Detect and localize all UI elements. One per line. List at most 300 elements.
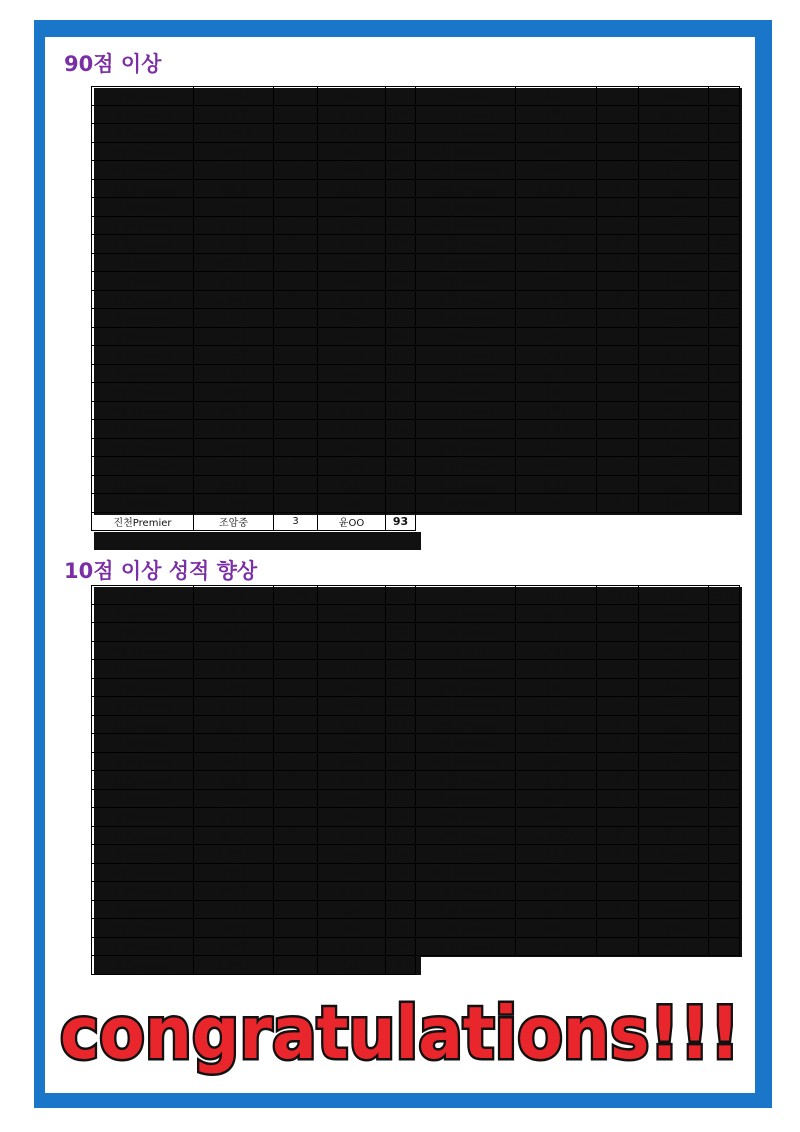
table-row <box>92 512 740 531</box>
school-cell: 월암중 <box>194 383 274 402</box>
name-header: 이름 <box>318 586 386 605</box>
table-row <box>92 697 740 716</box>
table-row <box>92 457 740 476</box>
branch-cell: 진천Premier <box>92 678 194 697</box>
name-cell: 박OO <box>318 919 386 938</box>
name-cell: 박OO <box>639 752 709 771</box>
name-cell: 김OO <box>639 771 709 790</box>
name-cell: 조OO <box>639 457 709 476</box>
score-cell: 90 <box>709 475 740 494</box>
name-cell: 조OO <box>318 401 386 420</box>
grade-cell: 3 <box>274 826 318 845</box>
grade-cell: 3 <box>274 87 318 106</box>
branch-cell: 신월성Premier <box>92 401 194 420</box>
name-cell: 이OO <box>318 420 386 439</box>
score-cell: 16 <box>386 789 416 808</box>
score-cell: 93 <box>386 364 416 383</box>
name-cell: 한OO <box>639 475 709 494</box>
table-row <box>92 124 740 143</box>
score-cell: 23 <box>386 678 416 697</box>
branch-cell: 상인Premier <box>92 826 194 845</box>
score-cell: 90 <box>709 438 740 457</box>
school-cell: 조암중 <box>194 494 274 513</box>
branch-cell: 신월성Premier <box>416 734 516 753</box>
name-cell: 이OO <box>639 142 709 161</box>
branch-cell: 진천Premier <box>92 512 194 531</box>
table-row <box>92 142 740 161</box>
score-cell: 94 <box>386 161 416 180</box>
grade-cell: 3 <box>597 105 639 124</box>
table-row <box>92 401 740 420</box>
school-cell: 월배중 <box>516 364 597 383</box>
score-cell: 92 <box>709 161 740 180</box>
empty-cell <box>416 512 516 531</box>
score-cell: 11 <box>709 752 740 771</box>
name-cell: 장OO <box>318 882 386 901</box>
school-cell: 영남중 <box>194 401 274 420</box>
school-cell: 월암중 <box>194 438 274 457</box>
school-cell: 대곡중 <box>194 641 274 660</box>
grade-cell: 3 <box>597 734 639 753</box>
branch-cell: 상인Premier <box>92 752 194 771</box>
school-cell: 대진중 <box>516 87 597 106</box>
school-cell: 경일여중 <box>194 253 274 272</box>
branch-cell: 진천Premier <box>92 475 194 494</box>
name-cell: 김OO <box>318 216 386 235</box>
school-cell: 다산중 <box>194 346 274 365</box>
branch-cell: 신월성Premier <box>92 161 194 180</box>
table-row <box>92 327 740 346</box>
name-cell: 조OO <box>318 272 386 291</box>
score-cell: 92 <box>709 309 740 328</box>
grade-cell: 2 <box>274 142 318 161</box>
school-cell: 대곡고 <box>194 604 274 623</box>
grade-cell: 3 <box>597 124 639 143</box>
school-cell: 도원중 <box>516 327 597 346</box>
branch-cell: 상인Premier <box>416 845 516 864</box>
grade-cell: 3 <box>597 752 639 771</box>
branch-cell: 상인Able <box>416 383 516 402</box>
score-cell: 10 <box>709 845 740 864</box>
name-cell: 한OO <box>639 309 709 328</box>
school-cell: 영남중 <box>516 383 597 402</box>
name-cell: 김OO <box>639 216 709 235</box>
branch-cell: 상인Premier <box>416 401 516 420</box>
branch-cell: 신월성Premier <box>416 752 516 771</box>
branch-cell: 상인Premier <box>416 105 516 124</box>
name-cell: 이OO <box>639 937 709 956</box>
table-row <box>92 863 740 882</box>
branch-cell: 상인Premier <box>416 364 516 383</box>
empty-cell <box>597 512 639 531</box>
school-cell: 대건중 <box>516 734 597 753</box>
grade-cell: 1 <box>597 826 639 845</box>
name-cell: 임OO <box>318 383 386 402</box>
grade-cell: 3 <box>274 937 318 956</box>
branch-cell: 상인Able <box>416 87 516 106</box>
branch-cell: 진천Premier <box>416 309 516 328</box>
school-cell: 조암중 <box>516 142 597 161</box>
empty-cell <box>597 956 639 975</box>
name-cell: 김OO <box>639 198 709 217</box>
branch-cell: 신월성Premier <box>92 641 194 660</box>
grade-cell: 3 <box>274 401 318 420</box>
name-cell: 강OO <box>318 290 386 309</box>
school-cell: 조암중 <box>194 697 274 716</box>
grade-cell: 1 <box>597 900 639 919</box>
name-cell: 방OO <box>639 438 709 457</box>
grade-cell: 1 <box>597 327 639 346</box>
school-cell: 월암중 <box>194 919 274 938</box>
table-row <box>92 494 740 513</box>
name-cell: 김OO <box>318 734 386 753</box>
school-cell: 조암중 <box>194 512 274 531</box>
name-cell: 황OO <box>639 364 709 383</box>
name-cell: 김OO <box>639 87 709 106</box>
score-cell: 93 <box>386 309 416 328</box>
name-cell: 조OO <box>318 327 386 346</box>
grade-header: 학년 <box>274 586 318 605</box>
school-cell: 영남중 <box>194 623 274 642</box>
branch-cell: 상인Premier <box>416 124 516 143</box>
table-row <box>92 235 740 254</box>
branch-cell: 신월성Premier <box>416 882 516 901</box>
score-cell: 94 <box>386 216 416 235</box>
name-cell: 김OO <box>318 87 386 106</box>
school-cell: 상원중 <box>194 771 274 790</box>
branch-cell: 상인Premier <box>416 660 516 679</box>
name-cell: 배OO <box>639 272 709 291</box>
branch-cell: 신월성Premier <box>416 179 516 198</box>
grade-cell: 1 <box>274 235 318 254</box>
grade-header: 학년 <box>597 586 639 605</box>
name-cell: 남OO <box>639 290 709 309</box>
branch-cell: 상인Premier <box>92 697 194 716</box>
grade-cell: 3 <box>274 919 318 938</box>
name-cell: 정OO <box>639 420 709 439</box>
school-cell: 월서중 <box>516 475 597 494</box>
branch-cell: 진천Premier <box>416 789 516 808</box>
school-cell: 월서중 <box>194 198 274 217</box>
school-cell: 도원중 <box>516 420 597 439</box>
school-cell: 상원중 <box>194 272 274 291</box>
grade-cell: 3 <box>597 438 639 457</box>
score-cell: 13.2 <box>386 956 416 975</box>
branch-cell: 신월성Premier <box>416 863 516 882</box>
empty-cell <box>516 956 597 975</box>
school-cell: 조암중 <box>516 290 597 309</box>
score-cell: 11 <box>709 771 740 790</box>
grade-cell: 3 <box>597 660 639 679</box>
grade-cell: 1 <box>274 660 318 679</box>
score-cell: 91 <box>709 346 740 365</box>
table-row <box>92 789 740 808</box>
score-cell: 38 <box>386 604 416 623</box>
school-cell: 월서중 <box>516 623 597 642</box>
branch-cell: 진천Premier <box>92 789 194 808</box>
branch-cell: 상인Premier <box>416 604 516 623</box>
branch-cell: 신월성Premier <box>92 863 194 882</box>
grade-cell: 2 <box>597 715 639 734</box>
table-row <box>92 660 740 679</box>
table-row <box>92 438 740 457</box>
school-cell: 대진고 <box>516 401 597 420</box>
name-cell: 김OO <box>639 715 709 734</box>
school-cell: 대건중 <box>516 697 597 716</box>
school-cell: 대진고 <box>194 826 274 845</box>
branch-cell: 진천Premier <box>416 253 516 272</box>
name-cell: 서OO <box>318 845 386 864</box>
name-cell: 김OO <box>318 438 386 457</box>
name-cell: 이OO <box>318 641 386 660</box>
table-row <box>92 105 740 124</box>
branch-cell: 진천Premier <box>416 494 516 513</box>
score-cell: 16 <box>386 771 416 790</box>
name-cell: 이OO <box>639 401 709 420</box>
grade-cell: 3 <box>274 956 318 975</box>
score-cell: 10 <box>709 937 740 956</box>
grade-cell: 3 <box>597 494 639 513</box>
grade-cell: 3 <box>274 512 318 531</box>
grade-cell: 3 <box>597 235 639 254</box>
name-cell: 조OO <box>318 937 386 956</box>
grade-cell: 3 <box>274 383 318 402</box>
name-cell: 신OO <box>318 179 386 198</box>
school-cell: 대진고 <box>194 734 274 753</box>
name-cell: 손OO <box>639 327 709 346</box>
grade-cell: 3 <box>597 808 639 827</box>
school-cell: 월서중 <box>194 937 274 956</box>
branch-cell: 상인Premier <box>92 290 194 309</box>
school-cell: 효성여고 <box>194 290 274 309</box>
school-cell: 월서중 <box>516 789 597 808</box>
grade-cell: 3 <box>274 641 318 660</box>
school-cell: 월배중 <box>516 604 597 623</box>
grade-cell: 3 <box>597 346 639 365</box>
score-cell: 91 <box>709 364 740 383</box>
school-cell: 조암중 <box>194 216 274 235</box>
table-row <box>92 752 740 771</box>
table-row <box>92 623 740 642</box>
score-cell: 94 <box>386 198 416 217</box>
school-cell: 월암중 <box>516 882 597 901</box>
grade-cell: 2 <box>274 272 318 291</box>
increase-header: 증가 <box>386 586 416 605</box>
table-row <box>92 161 740 180</box>
branch-cell: 신월성Premier <box>92 457 194 476</box>
name-cell: 이OO <box>639 179 709 198</box>
name-cell: 조OO <box>318 956 386 975</box>
grade-cell: 3 <box>597 678 639 697</box>
grade-cell: 3 <box>597 771 639 790</box>
grade-cell: 2 <box>274 161 318 180</box>
score-cell: 14 <box>386 919 416 938</box>
school-cell: 월서중 <box>516 216 597 235</box>
branch-cell: 진천Premier <box>92 216 194 235</box>
score-cell: 92 <box>709 142 740 161</box>
score-cell: 12 <box>709 697 740 716</box>
score-cell: 92 <box>709 253 740 272</box>
school-cell: 송현여중 <box>516 179 597 198</box>
score-cell: 19 <box>386 697 416 716</box>
table-row <box>92 309 740 328</box>
score-cell: 12 <box>709 678 740 697</box>
name-cell: 배OO <box>318 494 386 513</box>
table-row <box>92 216 740 235</box>
grade-cell: 1 <box>274 179 318 198</box>
grade-cell: 3 <box>274 346 318 365</box>
score-cell: 94 <box>386 124 416 143</box>
score-cell: 92 <box>709 235 740 254</box>
score-cell: 10 <box>709 882 740 901</box>
score-cell: 92 <box>709 198 740 217</box>
grade-cell: 3 <box>274 124 318 143</box>
table-row <box>92 475 740 494</box>
grade-cell: 3 <box>597 882 639 901</box>
score-cell: 92 <box>709 216 740 235</box>
name-cell: 김OO <box>318 142 386 161</box>
score-cell: 93 <box>386 494 416 513</box>
score-cell: 15 <box>386 882 416 901</box>
school-cell: 영남중 <box>194 752 274 771</box>
branch-cell: 신월성Premier <box>92 142 194 161</box>
school-cell: 대구외고 <box>194 845 274 864</box>
grade-cell: 1 <box>274 678 318 697</box>
name-cell: 정OO <box>639 623 709 642</box>
score-cell: 15 <box>386 808 416 827</box>
grade-cell: 3 <box>597 364 639 383</box>
score-cell: 92 <box>709 179 740 198</box>
grade-cell: 2 <box>274 420 318 439</box>
branch-cell: 진천Premier <box>92 198 194 217</box>
grade-cell: 3 <box>274 734 318 753</box>
school-cell: 대건중 <box>194 179 274 198</box>
school-cell: 월암중 <box>194 457 274 476</box>
name-cell: 박OO <box>318 715 386 734</box>
name-cell: 김OO <box>318 475 386 494</box>
score-cell: 10 <box>709 826 740 845</box>
table-row <box>92 956 740 975</box>
score-cell: 93 <box>386 401 416 420</box>
score-cell: 93 <box>386 457 416 476</box>
grade-cell: 3 <box>274 697 318 716</box>
grade-cell: 2 <box>274 198 318 217</box>
score-cell: 90 <box>709 383 740 402</box>
score-cell: 93 <box>386 346 416 365</box>
branch-cell: 상인Premier <box>92 327 194 346</box>
branch-cell: 상인Able <box>416 641 516 660</box>
branch-cell: 상인Premier <box>92 124 194 143</box>
empty-cell <box>516 512 597 531</box>
branch-cell: 상인Premier <box>92 364 194 383</box>
empty-cell <box>709 512 740 531</box>
grade-cell: 2 <box>597 383 639 402</box>
branch-cell: 신월성Premier <box>92 420 194 439</box>
grade-cell: 1 <box>274 309 318 328</box>
school-cell: 조암중 <box>516 808 597 827</box>
name-cell: 김OO <box>639 660 709 679</box>
grade-cell: 2 <box>597 87 639 106</box>
score-cell: 12 <box>709 641 740 660</box>
grade-cell: 1 <box>274 494 318 513</box>
branch-cell: 신월성Premier <box>416 161 516 180</box>
score-cell: 93 <box>386 327 416 346</box>
score-cell: 10 <box>709 863 740 882</box>
score-cell: 24 <box>386 660 416 679</box>
name-cell: 신OO <box>318 771 386 790</box>
name-cell: 김OO <box>318 124 386 143</box>
school-cell: 대진중 <box>516 309 597 328</box>
score-cell: 92 <box>709 290 740 309</box>
school-cell: 조암중 <box>516 937 597 956</box>
branch-cell: 진천Premier <box>92 715 194 734</box>
table-row <box>92 937 740 956</box>
grade-cell: 3 <box>274 882 318 901</box>
section-title-90-plus: 90점 이상 <box>64 52 162 76</box>
school-cell: 월서중 <box>516 900 597 919</box>
score-cell: 24 <box>386 641 416 660</box>
name-cell: 이OO <box>639 697 709 716</box>
grade-cell: 3 <box>274 752 318 771</box>
score-cell: 13 <box>709 604 740 623</box>
score-cell: 93 <box>386 512 416 531</box>
school-cell: 월암중 <box>194 863 274 882</box>
score-cell: 90 <box>709 420 740 439</box>
name-cell: 박OO <box>639 826 709 845</box>
score-cell: 10 <box>709 900 740 919</box>
empty-cell <box>416 956 516 975</box>
school-cell: 영남중 <box>516 678 597 697</box>
name-cell: 박OO <box>318 253 386 272</box>
school-cell: 월암중 <box>516 715 597 734</box>
grade-cell: 2 <box>597 161 639 180</box>
branch-cell: 진천Premier <box>92 660 194 679</box>
congratulations-text: congratulations!!! <box>60 991 740 1075</box>
score-cell: 90 <box>709 494 740 513</box>
school-cell: 도원중 <box>194 364 274 383</box>
branch-cell: 상인Premier <box>416 346 516 365</box>
table-shadow <box>94 532 421 550</box>
score-cell: 10 <box>709 919 740 938</box>
grade-cell: 3 <box>274 475 318 494</box>
grade-cell: 1 <box>597 623 639 642</box>
branch-cell: 진천Premier <box>92 494 194 513</box>
name-cell: 이OO <box>639 604 709 623</box>
score-cell: 93 <box>386 253 416 272</box>
table-row <box>92 919 740 938</box>
name-cell: 박OO <box>639 863 709 882</box>
branch-cell: 상인Premier <box>416 678 516 697</box>
branch-cell: 진천Premier <box>92 937 194 956</box>
table-header-row <box>92 586 740 605</box>
branch-cell: 진천Premier <box>416 623 516 642</box>
grade-cell: 1 <box>597 401 639 420</box>
score-cell: 94 <box>386 235 416 254</box>
grade-cell: 3 <box>274 105 318 124</box>
score-cell: 93 <box>386 290 416 309</box>
score-cell: 19 <box>386 715 416 734</box>
branch-cell: 진천Premier <box>416 900 516 919</box>
score-cell: 93 <box>386 383 416 402</box>
name-cell: 서OO <box>318 697 386 716</box>
branch-cell: 신월성Premier <box>416 198 516 217</box>
school-cell: 영남중 <box>194 475 274 494</box>
table-row <box>92 272 740 291</box>
grade-cell: 3 <box>274 715 318 734</box>
table-row <box>92 826 740 845</box>
branch-cell: 진천Premier <box>416 771 516 790</box>
branch-cell: 상인Premier <box>416 420 516 439</box>
